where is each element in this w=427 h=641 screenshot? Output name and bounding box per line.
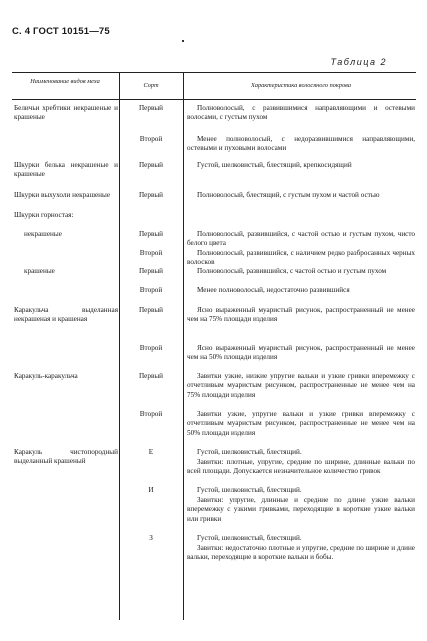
row-desc: Густой, шелковистый, блестящий. xyxy=(197,534,302,542)
row-name: Беличьи хребтики некрашеные и крашеные xyxy=(14,104,118,122)
row-sort: Первый xyxy=(138,267,164,275)
row-name: Шкурки горностая: xyxy=(14,211,74,219)
row-sort: Первый xyxy=(138,306,164,314)
page-header: С. 4 ГОСТ 10151—75 xyxy=(12,26,110,37)
row-desc: Полноволосый, блестящий, с густым пухом и частой остью xyxy=(197,191,380,199)
row-sort: З xyxy=(149,534,153,542)
row-sort: Первый xyxy=(138,230,164,238)
row-name: крашеные xyxy=(24,267,55,275)
column-header-sort: Сорт xyxy=(143,82,159,89)
row-desc: Менее полноволосый, с недоразвившимися направляющими, остевыми и пуховыми волосами xyxy=(187,135,415,153)
row-desc: Густой, шелковистый, блестящий. xyxy=(197,448,302,456)
row-name: некрашеные xyxy=(24,230,62,238)
row-name: Каракуль чистопородный выделанный крашеный xyxy=(14,448,118,466)
column-header-name: Наименование видов меха xyxy=(30,78,100,85)
row-desc: Завитки: упругие, длинные и средние по длине узкие вальки вперемежку с узкими гривками, переходящие в короткие узкие вальки или гривки xyxy=(187,496,415,523)
table-top-rule xyxy=(12,72,416,73)
column-header-desc: Характеристика волосяного покрова xyxy=(251,82,351,89)
row-desc: Завитки узкие, низкие упругие вальки и узкие гривки вперемежку с отчетливым муаристым рисунком, распространенные не менее чем на 75% площади изделия xyxy=(187,372,415,399)
row-sort: И xyxy=(148,486,154,494)
row-sort: Первый xyxy=(138,161,164,169)
row-name: Шкурки выхухоли некрашеные xyxy=(14,191,111,199)
row-sort: Е xyxy=(148,448,154,456)
row-name: Шкурки белька некрашеные и крашеные xyxy=(14,161,118,179)
row-sort: Первый xyxy=(138,104,164,112)
row-sort: Первый xyxy=(138,191,164,199)
row-desc: Полноволосый, развившийся, с частой остью и густым пухом xyxy=(197,267,387,275)
row-sort: Второй xyxy=(139,286,163,294)
table-header-rule xyxy=(12,99,416,100)
column-divider-1 xyxy=(119,72,120,620)
row-desc: Ясно выраженный муаристый рисунок, распространенный не менее чем на 75% площади изделия xyxy=(187,306,415,324)
table-title: Таблица 2 xyxy=(330,57,387,67)
row-sort: Второй xyxy=(139,135,163,143)
row-desc: Полноволосый, развившийся, с наличием редко разбросанных черных волосков xyxy=(187,249,415,267)
row-desc: Менее полноволосый, недостаточно развившийся xyxy=(197,286,350,294)
row-desc: Полноволосый, с развившимися направляющими и остевыми волосами, с густым пухом xyxy=(187,104,415,122)
row-desc: Завитки: недостаточно плотные и упругие, средние по ширине и длине вальки, переходящие в короткие вальки и бобы. xyxy=(187,544,415,562)
row-sort: Второй xyxy=(139,344,163,352)
row-desc: Завитки: плотные, упругие, средние по ширине, длинные вальки по всей площади. Допускается незначительное количество гривок xyxy=(187,458,415,476)
row-desc: Ясно выраженный муаристый рисунок, распространенный не менее чем на 50% площади изделия xyxy=(187,344,415,362)
row-name: Каракуль-каракульча xyxy=(14,372,78,380)
row-desc: Густой, шелковистый, блестящий. xyxy=(197,486,302,494)
column-divider-2 xyxy=(183,72,184,620)
row-sort: Второй xyxy=(139,249,163,257)
row-sort: Первый xyxy=(138,372,164,380)
print-speck xyxy=(182,40,184,42)
row-sort: Второй xyxy=(139,410,163,418)
row-desc: Полноволосый, развившийся, с частой остью и густым пухом, чисто белого цвета xyxy=(187,230,415,248)
row-name: Каракульча выделанная некрашеная и крашеная xyxy=(14,306,118,324)
row-desc: Густой, шелковистый, блестящий, крепкосидящий xyxy=(197,161,352,169)
row-desc: Завитки узкие, упругие вальки и узкие гривки вперемежку с отчетливым муаристым рисунком, распространенные не менее чем на 50% площади изделия xyxy=(187,410,415,437)
